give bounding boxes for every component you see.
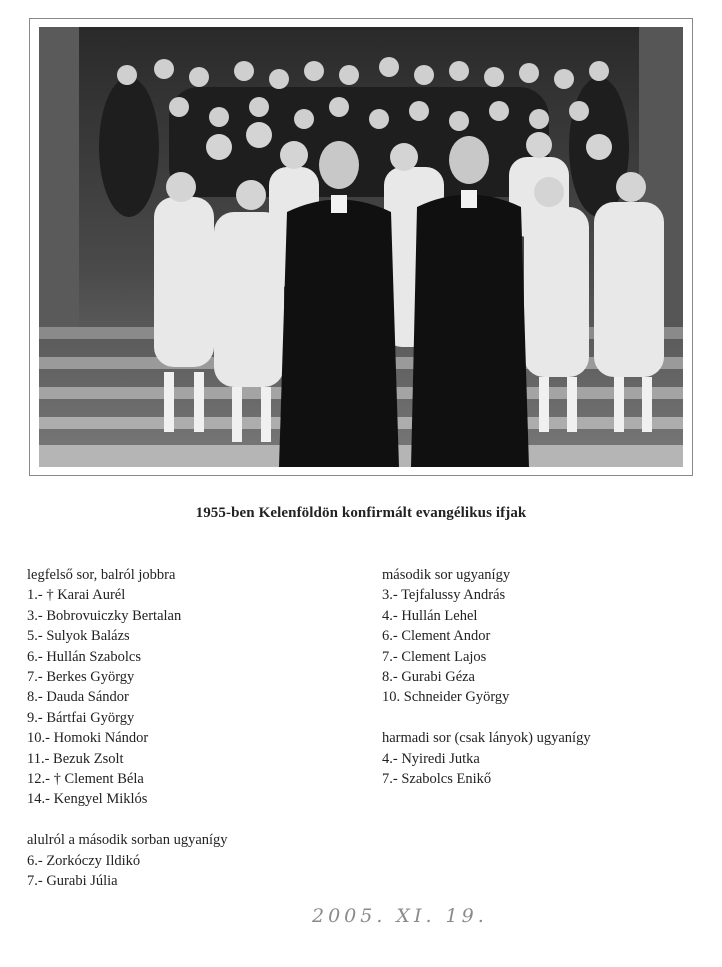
section-heading-third-row: harmadi sor (csak lányok) ugyanígy — [382, 730, 591, 747]
list-item: 9.- Bártfai György — [27, 709, 135, 726]
list-item: 7.- Clement Lajos — [382, 648, 487, 665]
list-item: 6.- Hullán Szabolcs — [27, 648, 141, 665]
list-item: 5.- Sulyok Balázs — [27, 628, 130, 645]
group-photo-illustration — [39, 27, 683, 467]
list-item: 12.- † Clement Béla — [27, 771, 144, 788]
section-heading-second-row-from-bottom: alulról a második sorban ugyanígy — [27, 832, 228, 849]
photo-caption: 1955-ben Kelenföldön konfirmált evangélikus ifjak — [195, 505, 527, 521]
left-name-list — [27, 565, 357, 891]
group-photo — [39, 27, 683, 467]
list-item: 4.- Hullán Lehel — [382, 607, 478, 624]
list-item: 7.- Berkes György — [27, 669, 135, 686]
list-item: 7.- Szabolcs Enikő — [382, 771, 492, 788]
list-item: 3.- Bobrovuiczky Bertalan — [27, 607, 182, 624]
section-heading-top-row: legfelső sor, balról jobbra — [27, 567, 176, 583]
right-name-list — [382, 565, 702, 789]
list-item: 1.- † Karai Aurél — [27, 587, 126, 604]
list-item: 4.- Nyiredi Jutka — [382, 750, 480, 767]
list-item: 8.- Gurabi Géza — [382, 669, 475, 686]
list-item: 10. Schneider György — [382, 689, 510, 706]
list-item: 6.- Zorkóczy Ildikó — [27, 852, 141, 869]
handwritten-date: 2005. XI. 19. — [312, 905, 488, 927]
list-item: 11.- Bezuk Zsolt — [27, 750, 124, 767]
list-item: 14.- Kengyel Miklós — [27, 791, 148, 808]
section-heading-second-row: második sor ugyanígy — [382, 567, 511, 583]
spacer — [27, 810, 357, 830]
spacer — [382, 708, 702, 728]
photo-frame — [29, 18, 693, 476]
list-item: 10.- Homoki Nándor — [27, 730, 149, 747]
list-item: 8.- Dauda Sándor — [27, 689, 129, 706]
list-item: 7.- Gurabi Júlia — [27, 873, 118, 890]
list-item: 6.- Clement Andor — [382, 628, 491, 645]
list-item: 3.- Tejfalussy András — [382, 587, 506, 604]
